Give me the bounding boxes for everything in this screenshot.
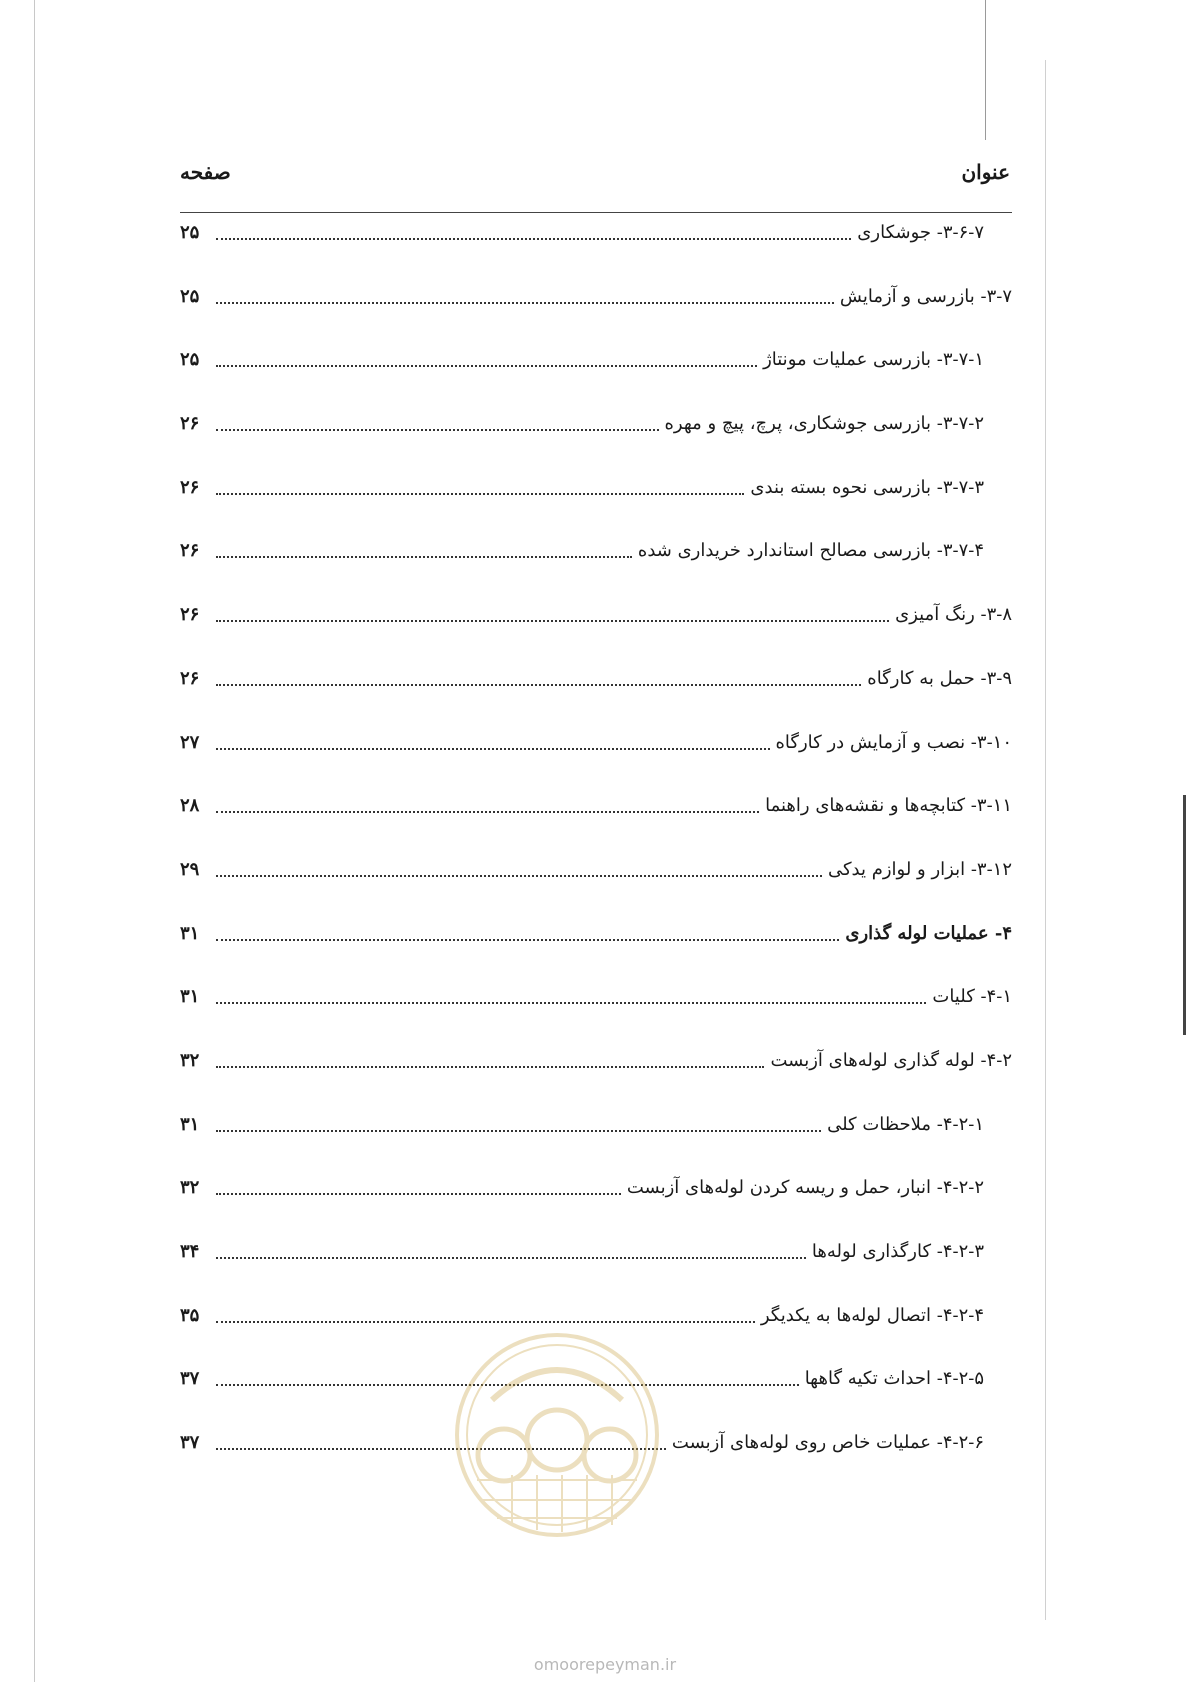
toc-entry: [180, 668, 1012, 732]
toc-dot-leader: [216, 540, 632, 558]
toc-entry-title: ۴-۲- لوله گذاری لوله‌های آزبست: [770, 1049, 1012, 1071]
toc-entry-page: ۲۵: [180, 222, 200, 243]
toc-dot-leader: [216, 859, 822, 877]
toc-entry-title: ۴-۲-۵- احداث تکیه گاهها: [804, 1368, 984, 1390]
toc-dot-leader: [216, 1114, 821, 1132]
toc-entry-page: ۳۱: [180, 922, 200, 944]
toc-entry-page: ۲۶: [180, 413, 200, 435]
table-of-contents: [180, 222, 1012, 1496]
toc-entry-title: ۳-۷-۲- بازرسی جوشکاری، پرچ، پیچ و مهره: [664, 413, 984, 435]
toc-entry-page: ۳۱: [180, 986, 200, 1008]
toc-dot-leader: [216, 1241, 806, 1259]
toc-dot-leader: [216, 604, 889, 622]
watermark-seal-logo: [452, 1330, 662, 1540]
scan-edge-line-left: [34, 0, 35, 1682]
toc-entry-title: ۳-۹- حمل به کارگاه: [867, 667, 1012, 689]
toc-entry: [180, 1177, 1012, 1241]
toc-dot-leader: [216, 1305, 755, 1323]
toc-entry: [180, 349, 1012, 413]
toc-entry: [180, 986, 1012, 1050]
toc-entry-page: ۲۵: [180, 285, 200, 307]
toc-entry-page: ۲۶: [180, 604, 200, 626]
toc-header-page: صفحه: [180, 160, 231, 184]
toc-entry-title: ۳-۷-۳- بازرسی نحوه بسته بندی: [750, 476, 984, 498]
toc-entry: [180, 286, 1012, 350]
toc-entry-page: ۳۵: [180, 1304, 200, 1326]
toc-dot-leader: [216, 286, 834, 304]
toc-entry-title: ۳-۱۱- کتابچه‌ها و نقشه‌های راهنما: [765, 795, 1012, 817]
header-rule: [180, 212, 1012, 213]
toc-entry: [180, 604, 1012, 668]
toc-entry-title: ۳-۷- بازرسی و آزمایش: [839, 285, 1012, 307]
toc-dot-leader: [216, 222, 851, 240]
toc-header-title: عنوان: [961, 160, 1010, 184]
toc-entry-page: ۲۶: [180, 540, 200, 562]
scan-edge-line-right: [1045, 60, 1046, 1620]
toc-entry-title: ۴- عملیات لوله گذاری: [845, 922, 1012, 944]
toc-dot-leader: [216, 413, 659, 431]
toc-entry: [180, 222, 1012, 286]
toc-entry-page: ۳۷: [180, 1432, 200, 1454]
toc-entry-page: ۲۸: [180, 795, 200, 817]
toc-entry-page: ۳۲: [180, 1049, 200, 1071]
toc-entry: [180, 859, 1012, 923]
toc-dot-leader: [216, 923, 839, 941]
toc-entry-page: ۳۲: [180, 1177, 200, 1199]
toc-entry-title: ۴-۲-۲- انبار، حمل و ریسه کردن لوله‌های آزبست: [626, 1177, 984, 1199]
toc-dot-leader: [216, 1050, 764, 1068]
toc-entry-page: ۳۱: [180, 1113, 200, 1135]
toc-dot-leader: [216, 732, 770, 750]
toc-entry: [180, 540, 1012, 604]
toc-entry-title: ۳-۷-۴- بازرسی مصالح استاندارد خریداری شده: [637, 540, 984, 562]
toc-entry-title: ۴-۲-۳- کارگذاری لوله‌ها: [811, 1241, 984, 1262]
toc-entry-title: ۴-۲-۶- عملیات خاص روی لوله‌های آزبست: [671, 1432, 984, 1454]
toc-dot-leader: [216, 349, 757, 367]
toc-dot-leader: [216, 986, 926, 1004]
toc-entry-page: ۲۶: [180, 476, 200, 498]
toc-entry: [180, 477, 1012, 541]
toc-entry: [180, 1241, 1012, 1305]
watermark-url: omoorepeyman.ir: [533, 1655, 677, 1674]
toc-dot-leader: [216, 795, 759, 813]
toc-entry-title: ۴-۲-۴- اتصال لوله‌ها به یکدیگر: [760, 1304, 984, 1326]
toc-entry: [180, 413, 1012, 477]
toc-entry-page: ۳۷: [180, 1368, 200, 1390]
toc-entry: [180, 795, 1012, 859]
toc-dot-leader: [216, 668, 861, 686]
toc-entry-page: ۲۹: [180, 858, 200, 880]
scan-edge-line-top: [985, 0, 986, 140]
toc-entry-title: ۳-۸- رنگ آمیزی: [895, 604, 1012, 626]
toc-entry-page: ۲۷: [180, 731, 200, 753]
toc-entry-page: ۳۴: [180, 1241, 200, 1262]
toc-dot-leader: [216, 1177, 621, 1195]
toc-entry-page: ۲۵: [180, 349, 200, 371]
toc-dot-leader: [216, 477, 744, 495]
toc-entry-title: ۳-۱۰- نصب و آزمایش در کارگاه: [775, 731, 1012, 753]
toc-entry-page: ۲۶: [180, 667, 200, 689]
toc-entry: [180, 1050, 1012, 1114]
toc-entry: [180, 732, 1012, 796]
toc-entry: [180, 1114, 1012, 1178]
toc-entry-title: ۳-۱۲- ابزار و لوازم یدکی: [827, 858, 1012, 880]
toc-entry-title: ۳-۶-۷- جوشکاری: [857, 222, 984, 243]
toc-entry-title: ۴-۱- کلیات: [932, 986, 1012, 1008]
toc-header: [180, 160, 1010, 200]
toc-entry-title: ۳-۷-۱- بازرسی عملیات مونتاژ: [763, 349, 984, 371]
toc-entry: [180, 923, 1012, 987]
scan-edge-line-right-dark: [1183, 795, 1186, 1035]
toc-entry-title: ۴-۲-۱- ملاحظات کلی: [827, 1113, 984, 1135]
